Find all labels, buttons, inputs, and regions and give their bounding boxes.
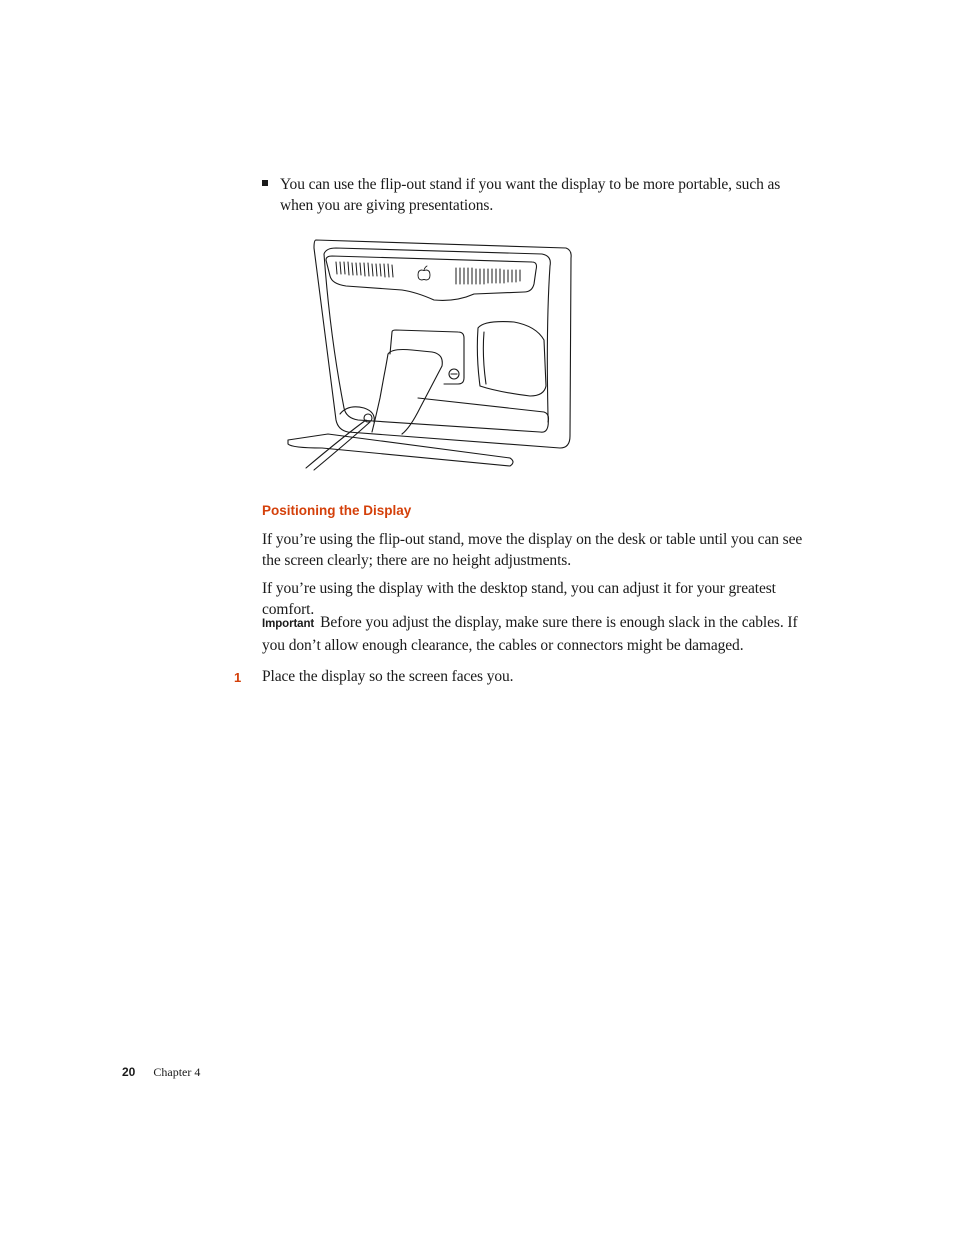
section-heading: Positioning the Display: [262, 503, 412, 518]
page-footer: [122, 1063, 200, 1081]
paragraph-desktop-stand: If you’re using the display with the desktop stand, you can adjust it for your greatest comfort.: [262, 580, 776, 618]
bullet-text: You can use the flip-out stand if you want the display to be more portable, such as when you are giving presentations.: [280, 176, 781, 214]
step-number: 1: [234, 670, 242, 685]
important-text: Before you adjust the display, make sure there is enough slack in the cables. If you don’t allow enough clearance, the cables or connectors might be damaged.: [262, 614, 798, 654]
chapter-label: Chapter 4: [153, 1065, 201, 1079]
important-label: Important: [262, 618, 315, 630]
page-number: 20: [122, 1065, 136, 1079]
step-text: Place the display so the screen faces you.: [262, 668, 514, 685]
bullet-square-icon: [262, 180, 268, 186]
important-note: [262, 612, 807, 656]
display-back-illustration: [284, 236, 579, 474]
paragraph-flip-out-stand: If you’re using the flip-out stand, move the display on the desk or table until you can see the screen clearly; there are no height adjustments.: [262, 531, 803, 569]
